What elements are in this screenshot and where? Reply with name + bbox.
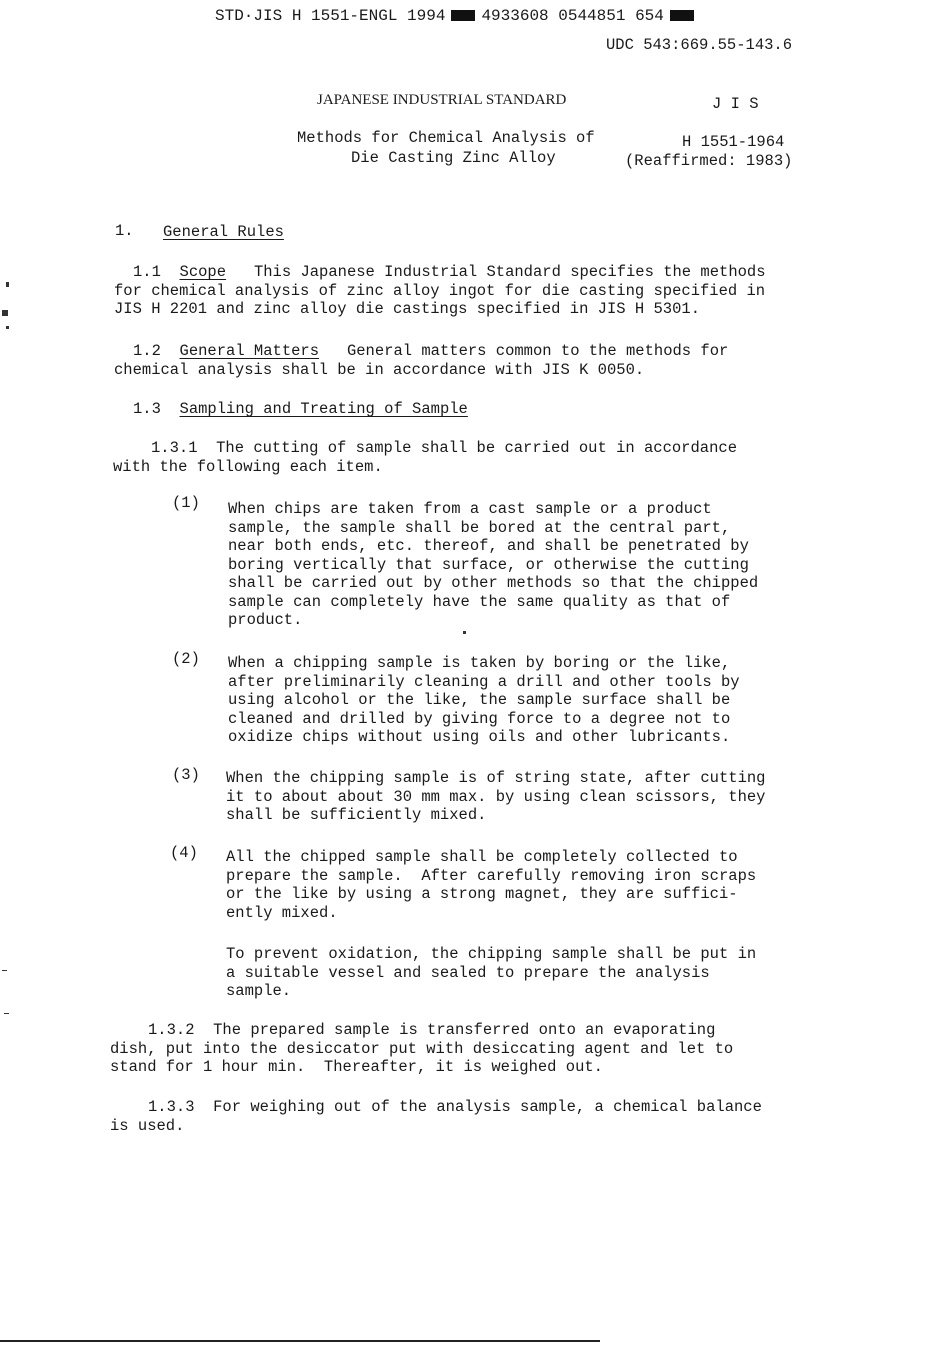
note-line: sample. (226, 982, 292, 1000)
clause-1-3-1 (113, 439, 737, 476)
list-item-line: shall be sufficiently mixed. (226, 806, 487, 824)
barcode-mark (670, 10, 694, 21)
clause-line (114, 263, 766, 282)
clause-text: 1.3.1 The cutting of sample shall be carried out in accordance (151, 439, 737, 457)
scan-mark (4, 1013, 9, 1014)
list-item-line: All the chipped sample shall be completely collected to (226, 848, 738, 866)
reaffirmed-date: (Reaffirmed: 1983) (625, 152, 793, 170)
bottom-rule (0, 1340, 600, 1342)
clause-text: chemical analysis shall be in accordance with JIS K 0050. (114, 360, 645, 379)
clause-heading: General Matters (179, 342, 320, 360)
standard-name: JAPANESE INDUSTRIAL STANDARD (317, 92, 567, 108)
list-item-line: When a chipping sample is taken by boring or the like, (228, 654, 731, 672)
clause-1-3-2 (110, 1021, 733, 1077)
list-item-line: it to about about 30 mm max. by using clean scissors, they (226, 787, 766, 806)
clause-text: 1.3.2 The prepared sample is transferred onto an evaporating (148, 1021, 716, 1039)
clause-number: 1.1 (133, 263, 161, 281)
clause-heading: Sampling and Treating of Sample (179, 400, 468, 418)
title-line-1: Methods for Chemical Analysis of (297, 129, 595, 147)
clause-text: 1.3.3 For weighing out of the analysis sample, a chemical balance (148, 1098, 762, 1116)
scan-mark (463, 631, 466, 634)
list-item-line: When chips are taken from a cast sample or a product (228, 500, 712, 518)
list-item-note (226, 945, 756, 1001)
clause-number: 1.2 (133, 342, 161, 360)
list-item-line: prepare the sample. After carefully removing iron scraps (226, 866, 757, 885)
list-item-line: after preliminarily cleaning a drill and other tools by (228, 672, 740, 691)
list-item-number: (1) (172, 494, 200, 512)
jis-mark: J I S (712, 95, 759, 113)
section-number: 1. (115, 222, 134, 240)
list-item-line: sample, the sample shall be bored at the central part, (228, 518, 731, 537)
clause-heading: Scope (179, 263, 227, 281)
udc-code: UDC 543:669.55-143.6 (606, 36, 793, 54)
clause-number: 1.3 (133, 400, 161, 418)
list-item-line: near both ends, etc. thereof, and shall be penetrated by (228, 537, 749, 555)
clause-1-3 (133, 400, 468, 418)
clause-line (114, 342, 728, 361)
title-line-2: Die Casting Zinc Alloy (351, 149, 556, 167)
list-item-line: product. (228, 611, 303, 629)
standard-number: H 1551-1964 (682, 133, 785, 151)
clause-text: with the following each item. (113, 457, 383, 476)
list-item (228, 500, 758, 630)
clause-1-1 (114, 263, 766, 319)
list-item-line: oxidize chips without using oils and other lubricants. (228, 728, 731, 746)
list-item-line: or the like by using a strong magnet, they are suffici- (226, 885, 738, 903)
clause-text: is used. (110, 1116, 185, 1135)
list-item (226, 848, 756, 922)
clause-text: JIS H 2201 and zinc alloy die castings specified in JIS H 5301. (114, 300, 700, 318)
list-item-line: ently mixed. (226, 903, 338, 922)
clause-1-2 (114, 342, 728, 379)
list-item-line: cleaned and drilled by giving force to a degree not to (228, 709, 731, 728)
list-item-line: shall be carried out by other methods so that the chipped (228, 574, 759, 592)
clause-text: stand for 1 hour min. Thereafter, it is weighed out. (110, 1058, 603, 1076)
scan-mark (2, 310, 8, 316)
clause-text: for chemical analysis of zinc alloy ingot for die casting specified in (114, 281, 766, 300)
list-item-line: boring vertically that surface, or otherwise the cutting (228, 555, 749, 574)
document-code-header (215, 7, 700, 25)
document-code: STD·JIS H 1551-ENGL 1994 (215, 7, 446, 25)
list-item-number: (3) (172, 766, 200, 784)
note-line: a suitable vessel and sealed to prepare the analysis (226, 963, 710, 982)
barcode-mark (451, 10, 475, 21)
list-item (228, 654, 740, 747)
scan-mark (2, 970, 7, 971)
list-item-number: (4) (170, 844, 198, 862)
clause-text: This Japanese Industrial Standard specifies the methods (253, 263, 766, 281)
clause-text: dish, put into the desiccator put with desiccating agent and let to (110, 1039, 734, 1058)
scan-mark (6, 326, 9, 329)
list-item-number: (2) (172, 650, 200, 668)
list-item (226, 769, 766, 825)
clause-text: General matters common to the methods for (346, 342, 729, 360)
section-heading: General Rules (163, 223, 284, 241)
scan-mark (6, 282, 9, 287)
clause-1-3-3 (110, 1098, 762, 1135)
list-item-line: using alcohol or the like, the sample surface shall be (228, 691, 731, 709)
list-item-line: When the chipping sample is of string state, after cutting (226, 769, 766, 787)
note-line: To prevent oxidation, the chipping sample shall be put in (226, 945, 757, 963)
list-item-line: sample can completely have the same quality as that of (228, 592, 731, 611)
document-serial: 4933608 0544851 654 (481, 7, 664, 25)
